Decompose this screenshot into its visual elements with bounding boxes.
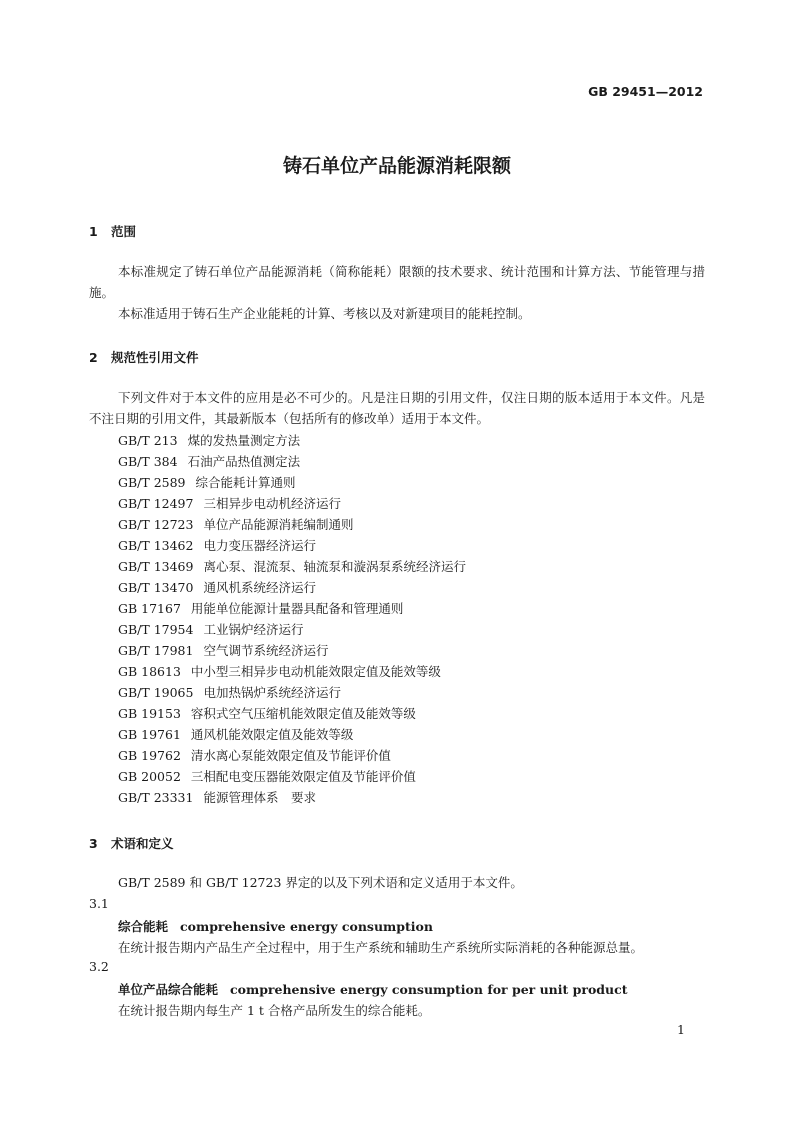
- section-title: 规范性引用文件: [111, 350, 199, 365]
- reference-title: 综合能耗计算通则: [195, 475, 296, 490]
- reference-code: GB/T 384: [118, 454, 178, 469]
- reference-title: 中小型三相异步电动机能效限定值及能效等级: [190, 664, 441, 679]
- reference-code: GB 17167: [118, 601, 181, 616]
- references-intro: 下列文件对于本文件的应用是必不可少的。凡是注日期的引用文件，仅注日期的版本适用于本文件。凡是不注日期的引用文件，其最新版本（包括所有的修改单）适用于本文件。: [89, 390, 705, 426]
- reference-code: GB/T 19065: [118, 685, 194, 700]
- terms-intro: GB/T 2589 和 GB/T 12723 界定的以及下列术语和定义适用于本文件。: [118, 875, 523, 890]
- reference-item: [118, 641, 328, 659]
- reference-item: [118, 599, 403, 617]
- reference-item: [118, 620, 303, 638]
- reference-item: [118, 746, 391, 764]
- reference-title: 电加热锅炉系统经济运行: [203, 685, 341, 700]
- section-number: 2: [89, 350, 98, 365]
- page-number: 1: [677, 1022, 685, 1037]
- reference-code: GB/T 12723: [118, 517, 194, 532]
- reference-title: 容积式空气压缩机能效限定值及能效等级: [190, 706, 416, 721]
- reference-item: [118, 494, 341, 512]
- reference-item: [118, 725, 353, 743]
- section-3-heading: [89, 834, 174, 852]
- reference-code: GB/T 17981: [118, 643, 194, 658]
- reference-title: 离心泵、混流泵、轴流泵和漩涡泵系统经济运行: [203, 559, 466, 574]
- term-en: comprehensive energy consumption: [180, 919, 433, 934]
- reference-code: GB 19762: [118, 748, 181, 763]
- section-number: 3: [89, 836, 98, 851]
- reference-title: 清水离心泵能效限定值及节能评价值: [190, 748, 391, 763]
- reference-code: GB/T 17954: [118, 622, 194, 637]
- reference-title: 单位产品能源消耗编制通则: [203, 517, 354, 532]
- reference-code: GB/T 12497: [118, 496, 194, 511]
- reference-title: 通风机系统经济运行: [203, 580, 316, 595]
- term-zh: 单位产品综合能耗: [118, 982, 219, 997]
- reference-item: [118, 578, 316, 596]
- reference-item: [118, 536, 316, 554]
- section-number: 1: [89, 224, 98, 239]
- term-definition: 在统计报告期内产品生产全过程中，用于生产系统和辅助生产系统所实际消耗的各种能源总量。: [118, 940, 644, 955]
- standard-number: GB 29451—2012: [588, 84, 703, 99]
- term-heading: [118, 917, 433, 935]
- section-title: 范围: [111, 224, 137, 239]
- term-en: comprehensive energy consumption for per unit product: [230, 982, 628, 997]
- reference-title: 电力变压器经济运行: [203, 538, 316, 553]
- reference-code: GB 19153: [118, 706, 181, 721]
- reference-item: [118, 431, 300, 449]
- reference-code: GB 20052: [118, 769, 181, 784]
- reference-item: [118, 767, 416, 785]
- reference-item: [118, 557, 466, 575]
- reference-code: GB/T 213: [118, 433, 178, 448]
- reference-code: GB/T 13470: [118, 580, 194, 595]
- reference-item: [118, 452, 300, 470]
- reference-title: 石油产品热值测定法: [187, 454, 301, 469]
- reference-title: 空气调节系统经济运行: [203, 643, 329, 658]
- reference-title: 三相异步电动机经济运行: [203, 496, 341, 511]
- reference-item: [118, 683, 341, 701]
- reference-code: GB/T 13462: [118, 538, 194, 553]
- reference-code: GB/T 2589: [118, 475, 186, 490]
- reference-code: GB/T 23331: [118, 790, 194, 805]
- reference-title: 煤的发热量测定方法: [187, 433, 301, 448]
- clause-number: 3.1: [89, 896, 109, 911]
- reference-code: GB 18613: [118, 664, 181, 679]
- term-zh: 综合能耗: [118, 919, 169, 934]
- reference-item: [118, 515, 353, 533]
- clause-number: 3.2: [89, 959, 109, 974]
- reference-item: [118, 473, 296, 491]
- scope-paragraph-1: 本标准规定了铸石单位产品能源消耗（简称能耗）限额的技术要求、统计范围和计算方法、节能管理与措施。: [89, 264, 705, 300]
- reference-code: GB 19761: [118, 727, 181, 742]
- reference-title: 用能单位能源计量器具配备和管理通则: [190, 601, 404, 616]
- term-heading: [118, 980, 628, 998]
- reference-code: GB/T 13469: [118, 559, 194, 574]
- reference-title: 能源管理体系 要求: [203, 790, 316, 805]
- reference-item: [118, 704, 416, 722]
- reference-title: 三相配电变压器能效限定值及节能评价值: [190, 769, 416, 784]
- page-title: 铸石单位产品能源消耗限额: [282, 155, 511, 177]
- scope-paragraph-2: 本标准适用于铸石生产企业能耗的计算、考核以及对新建项目的能耗控制。: [118, 306, 531, 321]
- reference-title: 通风机能效限定值及能效等级: [190, 727, 354, 742]
- section-2-heading: [89, 348, 199, 366]
- reference-item: [118, 662, 441, 680]
- section-title: 术语和定义: [111, 836, 174, 851]
- term-definition: 在统计报告期内每生产 1 t 合格产品所发生的综合能耗。: [118, 1003, 431, 1018]
- reference-title: 工业锅炉经济运行: [203, 622, 304, 637]
- section-1-heading: [89, 222, 136, 240]
- reference-item: [118, 788, 316, 806]
